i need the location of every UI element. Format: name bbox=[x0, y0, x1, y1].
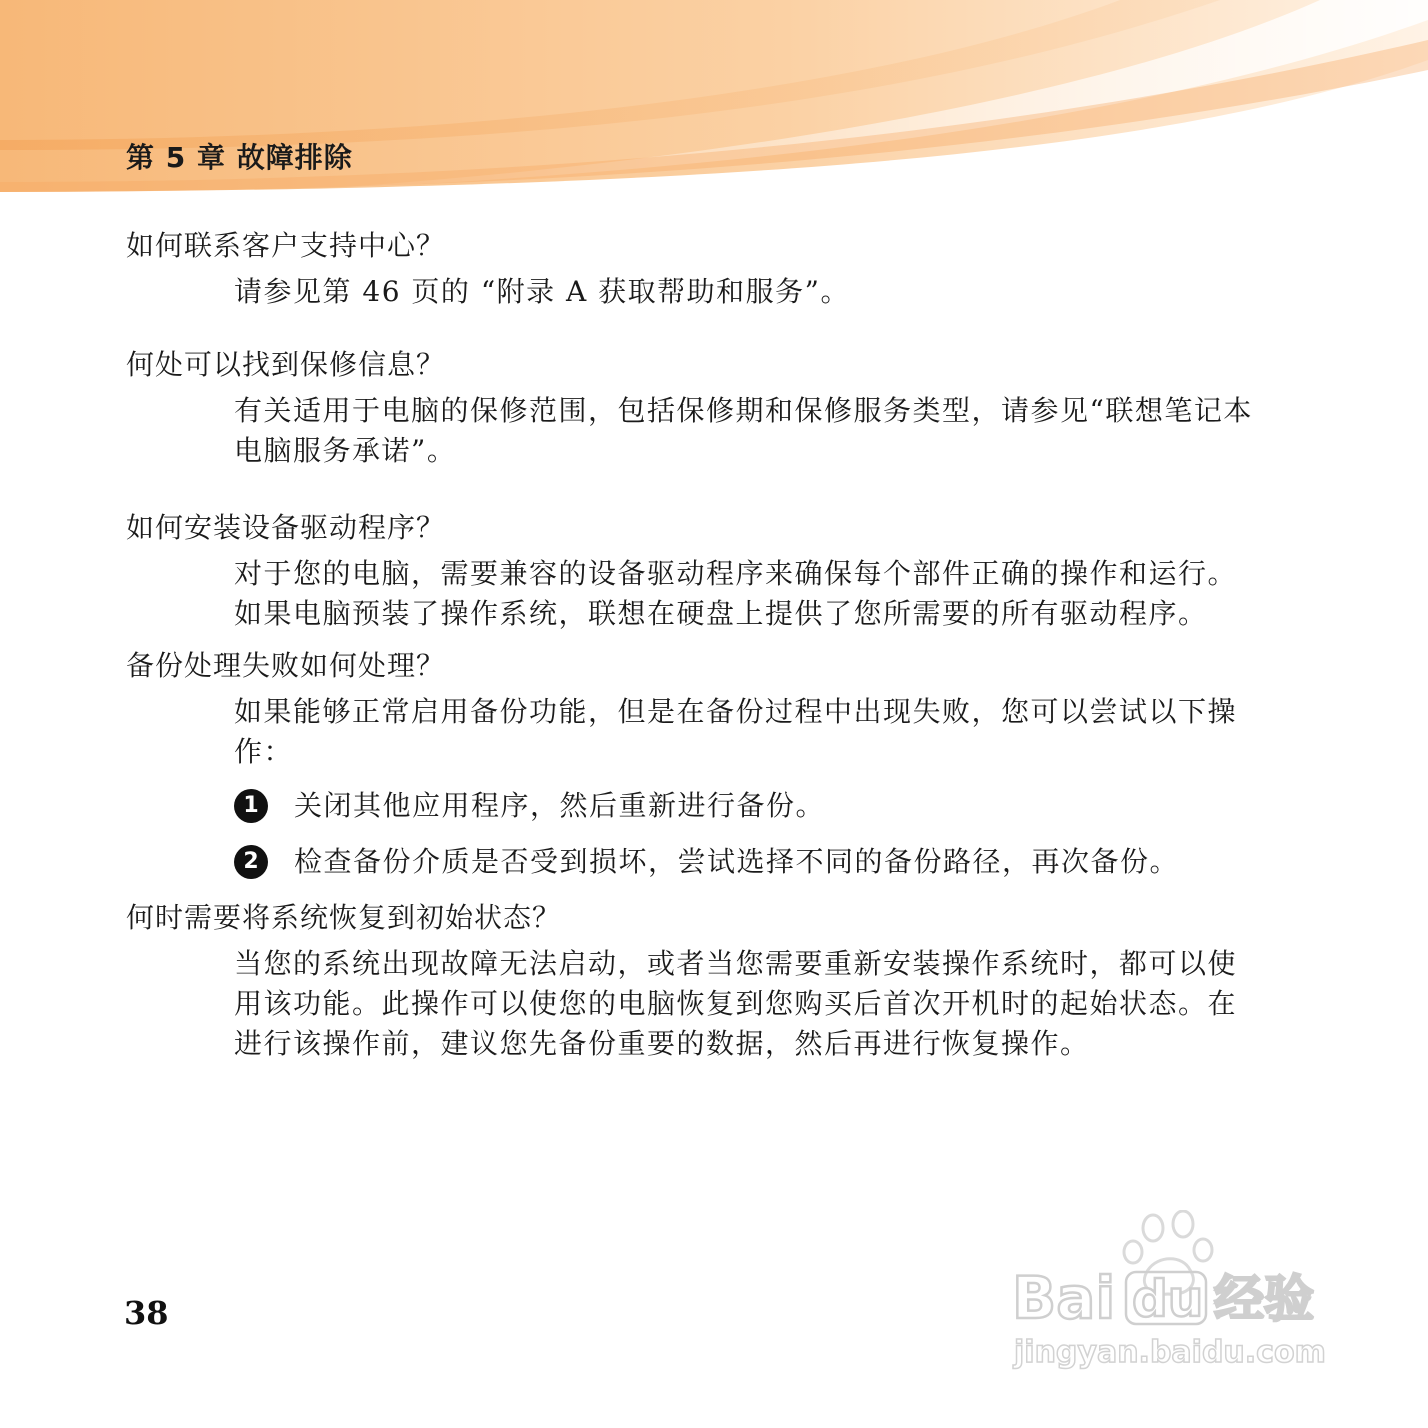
step-text: 关闭其他应用程序，然后重新进行备份。 bbox=[294, 789, 826, 822]
faq-answer: 有关适用于电脑的保修范围，包括保修期和保修服务类型，请参见“联想笔记本电脑服务承诺”。 bbox=[234, 394, 1253, 467]
page-number: 38 bbox=[124, 1294, 169, 1332]
faq-answer: 请参见第 46 页的 “附录 A 获取帮助和服务”。 bbox=[234, 275, 850, 308]
faq-item-system-restore bbox=[126, 898, 1266, 1064]
faq-question: 何时需要将系统恢复到初始状态？ bbox=[126, 901, 562, 934]
step-text: 检查备份介质是否受到损坏，尝试选择不同的备份路径，再次备份。 bbox=[294, 845, 1180, 878]
faq-question: 何处可以找到保修信息？ bbox=[126, 348, 446, 381]
faq-answer: 如果能够正常启用备份功能，但是在备份过程中出现失败，您可以尝试以下操作： bbox=[234, 695, 1238, 768]
step-item bbox=[234, 786, 1266, 826]
step-list bbox=[234, 786, 1266, 882]
faq-answer: 当您的系统出现故障无法启动，或者当您需要重新安装操作系统时，都可以使用该功能。此操作可以使您的电脑恢复到您购买后首次开机时的起始状态。在进行该操作前，建议您先备份重要的数据，然后再进行恢复操作。 bbox=[234, 947, 1238, 1060]
step-number-badge: 1 bbox=[234, 789, 268, 823]
faq-item-contact-support bbox=[126, 226, 1266, 312]
faq-question: 备份处理失败如何处理？ bbox=[126, 649, 446, 682]
faq-item-drivers bbox=[126, 508, 1266, 634]
faq-answer: 对于您的电脑，需要兼容的设备驱动程序来确保每个部件正确的操作和运行。如果电脑预装了操作系统，联想在硬盘上提供了您所需要的所有驱动程序。 bbox=[234, 557, 1238, 630]
faq-question: 如何安装设备驱动程序？ bbox=[126, 511, 446, 544]
faq-question: 如何联系客户支持中心？ bbox=[126, 229, 446, 262]
step-number-badge: 2 bbox=[234, 845, 268, 879]
svg-text:经验: 经验 bbox=[1214, 1270, 1314, 1328]
baidu-watermark-logo bbox=[1008, 1210, 1348, 1380]
faq-content bbox=[126, 226, 1266, 1064]
faq-item-warranty bbox=[126, 345, 1266, 471]
chapter-title: 第 5 章 故障排除 bbox=[126, 141, 353, 174]
faq-item-backup-failure bbox=[126, 646, 1266, 882]
svg-text:du: du bbox=[1132, 1270, 1204, 1328]
svg-text:Bai: Bai bbox=[1012, 1264, 1116, 1332]
step-item bbox=[234, 842, 1266, 882]
svg-text:jingyan.baidu.com: jingyan.baidu.com bbox=[1014, 1335, 1326, 1370]
